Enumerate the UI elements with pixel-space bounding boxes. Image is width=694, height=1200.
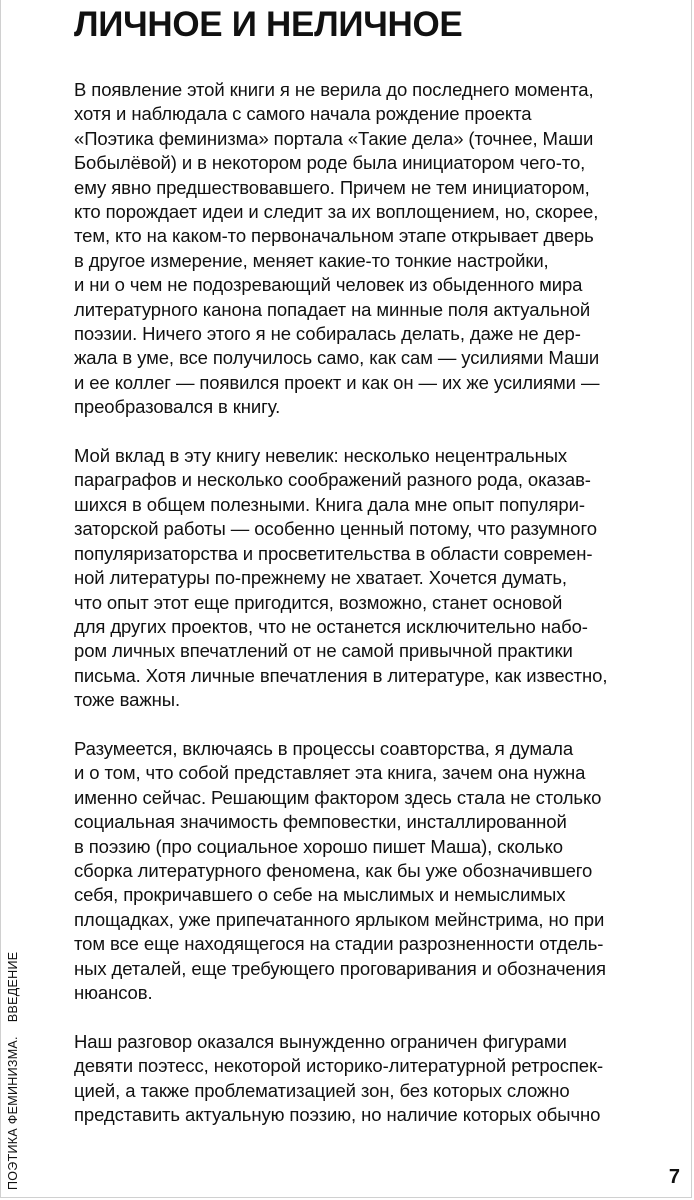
text-line: жала в уме, все получилось само, как сам — усилиями Маши: [74, 347, 600, 369]
text-line: хотя и наблюдала с самого начала рождение проекта: [74, 103, 532, 125]
text-line: том все еще находящегося на стадии разрозненности отдель-: [74, 933, 604, 955]
text-line: параграфов и несколько соображений разного рода, оказав-: [74, 469, 591, 491]
text-line: себя, прокричавшего о себе на мыслимых и немыслимых: [74, 884, 566, 906]
text-line: и ни о чем не подозревающий человек из обыденного мира: [74, 274, 583, 296]
text-line: социальная значимость фемповестки, инсталлированной: [74, 811, 567, 833]
text-line: поэзии. Ничего этого я не собиралась делать, даже не дер-: [74, 323, 581, 345]
text-line: в поэзию (про социальное хорошо пишет Маша), сколько: [74, 835, 563, 857]
paragraph-2: [74, 444, 674, 712]
text-line: и ее коллег — появился проект и как он — их же усилиями —: [74, 371, 600, 393]
running-head-book: ПОЭТИКА ФЕМИНИЗМА.: [6, 1036, 20, 1190]
body-text: [74, 78, 674, 1127]
text-line: «Поэтика феминизма» портала «Такие дела» (точнее, Маши: [74, 127, 594, 149]
text-line: сборка литературного феномена, как бы уже обозначившего: [74, 859, 593, 881]
text-line: для других проектов, что не останется исключительно набо-: [74, 615, 588, 637]
paragraph-1: [74, 78, 674, 420]
text-line: шихся в общем полезными. Книга дала мне опыт популяри-: [74, 493, 585, 515]
text-line: цией, а также проблематизацией зон, без которых сложно: [74, 1079, 570, 1101]
text-line: преобразовался в книгу.: [74, 396, 281, 418]
text-line: В появление этой книги я не верила до последнего момента,: [74, 79, 594, 100]
text-line: ной литературы по-прежнему не хватает. Хочется думать,: [74, 567, 567, 589]
text-line: Мой вклад в эту книгу невелик: несколько нецентральных: [74, 445, 568, 467]
running-head: [6, 952, 20, 1190]
text-line: популяризаторства и просветительства в области современ-: [74, 542, 593, 564]
text-line: ных деталей, еще требующего проговаривания и обозначения: [74, 957, 606, 979]
text-line: письма. Хотя личные впечатления в литературе, как известно,: [74, 664, 608, 686]
text-line: именно сейчас. Решающим фактором здесь стала не столько: [74, 786, 602, 808]
text-line: тем, кто на каком-то первоначальном этапе открывает дверь: [74, 225, 594, 247]
text-line: девяти поэтесс, некоторой историко-литературной ретроспек-: [74, 1055, 604, 1077]
text-line: Разумеется, включаясь в процессы соавторства, я думала: [74, 737, 574, 759]
text-line: площадках, уже припечатанного ярлыком мейнстрима, но при: [74, 908, 605, 930]
text-line: в другое измерение, меняет какие-то тонкие настройки,: [74, 249, 549, 271]
text-line: ром личных впечатлений от не самой привычной практики: [74, 640, 573, 662]
text-line: литературного канона попадает на минные поля актуальной: [74, 298, 591, 320]
text-line: представить актуальную поэзию, но наличие которых обычно: [74, 1104, 601, 1126]
text-line: кто порождает идеи и следит за их воплощением, но, скорее,: [74, 201, 599, 223]
paragraph-gap: [74, 1005, 674, 1029]
paragraph-gap: [74, 713, 674, 737]
text-line: что опыт этот еще пригодится, возможно, станет основой: [74, 591, 563, 613]
text-line: заторской работы — особенно ценный потому, что разумного: [74, 518, 597, 540]
page-number: 7: [668, 1166, 680, 1188]
text-line: нюансов.: [74, 982, 153, 1003]
chapter-title: ЛИЧНОЕ И НЕЛИЧНОЕ: [74, 5, 463, 44]
paragraph-gap: [74, 420, 674, 444]
paragraph-3: [74, 737, 674, 1005]
running-head-section: ВВЕДЕНИЕ: [6, 951, 20, 1023]
text-line: ему явно предшествовавшего. Причем не тем инициатором,: [74, 176, 590, 198]
text-line: Наш разговор оказался вынужденно ограничен фигурами: [74, 1030, 567, 1052]
text-line: и о том, что собой представляет эта книга, зачем она нужна: [74, 762, 586, 784]
text-line: Бобылёвой) и в некотором роде была инициатором чего-то,: [74, 152, 586, 174]
paragraph-4: [74, 1030, 674, 1128]
text-line: тоже важны.: [74, 689, 180, 711]
